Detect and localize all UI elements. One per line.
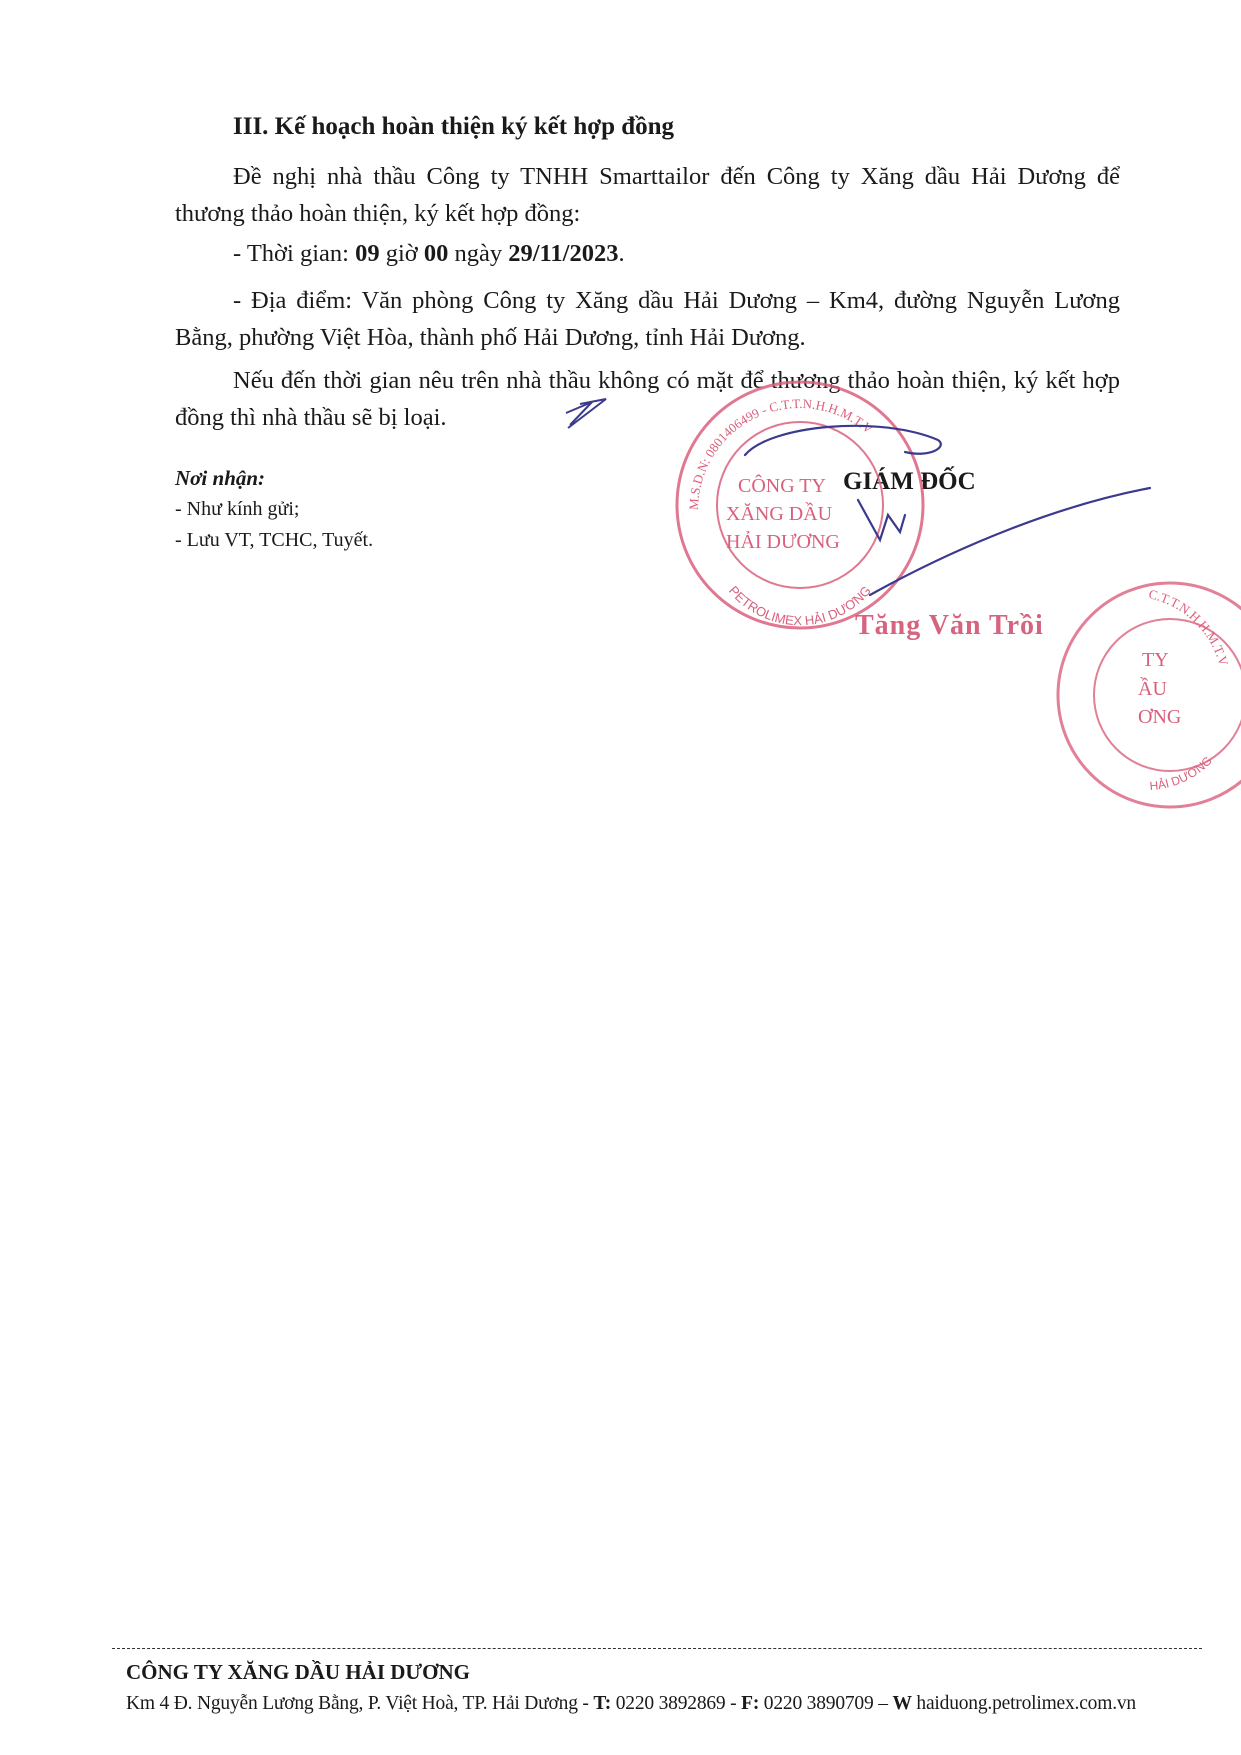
partial-ring-path: C.T.T.N.H.H.M.T.V — [1147, 586, 1232, 668]
section-heading: III. Kế hoạch hoàn thiện ký kết hợp đồng — [233, 113, 675, 140]
footer-web-label: W — [892, 1693, 912, 1714]
time-ngay: ngày — [448, 240, 509, 267]
stamp-line3: HẢI DƯƠNG — [726, 531, 840, 553]
footer-company: CÔNG TY XĂNG DẦU HẢI DƯƠNG — [126, 1660, 470, 1684]
footer-fax-label: F: — [741, 1693, 760, 1714]
footer-fax: 0220 3890709 – — [759, 1693, 893, 1714]
footer-tel: 0220 3892869 - — [611, 1693, 742, 1714]
footer-tel-label: T: — [593, 1693, 612, 1714]
recipients-title: Nơi nhận: — [175, 466, 266, 490]
recipients-block — [175, 463, 373, 556]
time-line — [233, 240, 625, 268]
time-gio: giờ — [379, 240, 424, 267]
footer-divider — [112, 1648, 1202, 1649]
intro-paragraph: Đề nghị nhà thầu Công ty TNHH Smarttailor đến Công ty Xăng dầu Hải Dương để thương thảo hoàn thiện, ký kết hợp đồng: — [175, 163, 1120, 227]
signer-name: Tăng Văn Trồi — [855, 610, 1044, 641]
location-paragraph: - Địa điểm: Văn phòng Công ty Xăng dầu Hải Dương – Km4, đường Nguyễn Lương Bằng, phường Việt Hòa, thành phố Hải Dương, tỉnh Hải Dương. — [175, 287, 1120, 351]
footer-address — [126, 1693, 1136, 1715]
partial-bottom-path: HẢI DƯƠNG — [1148, 753, 1215, 794]
time-end: . — [618, 240, 625, 267]
footer-website: haiduong.petrolimex.com.vn — [911, 1693, 1136, 1714]
time-hour: 09 — [355, 240, 380, 267]
partial-stamp-line3: ƠNG — [1138, 706, 1182, 728]
footer-address-text: Km 4 Đ. Nguyễn Lương Bằng, P. Việt Hoà, TP. Hải Dương - — [126, 1693, 594, 1714]
stamp-bottom-path: PETROLIMEX HẢI DƯƠNG — [726, 582, 874, 629]
partial-stamp-ring — [1147, 586, 1231, 668]
time-minute: 00 — [423, 240, 449, 267]
warning-paragraph: Nếu đến thời gian nêu trên nhà thầu không có mặt để thương thảo hoàn thiện, ký kết hợp đồng thì nhà thầu sẽ bị loại. — [175, 367, 1120, 431]
stamp-bottom-text — [726, 583, 874, 628]
partial-stamp — [1058, 583, 1241, 807]
partial-stamp-line2: ẦU — [1138, 678, 1167, 700]
partial-stamp-line1: TY — [1142, 649, 1169, 671]
stamp-line1: CÔNG TY — [738, 475, 826, 497]
recipient-item: - Lưu VT, TCHC, Tuyết. — [175, 529, 374, 551]
signature-title: GIÁM ĐỐC — [843, 468, 976, 495]
partial-stamp-bottom — [1149, 753, 1215, 793]
time-date: 29/11/2023 — [508, 240, 619, 267]
time-prefix: - Thời gian: — [233, 240, 356, 267]
stamp-line2: XĂNG DẦU — [726, 503, 833, 525]
handwritten-signature — [745, 426, 1150, 595]
recipient-item: - Như kính gửi; — [175, 498, 300, 520]
stamp-ring-path: M.S.D.N: 0801406499 - C.T.T.N.H.H.M.T.V — [685, 395, 877, 511]
